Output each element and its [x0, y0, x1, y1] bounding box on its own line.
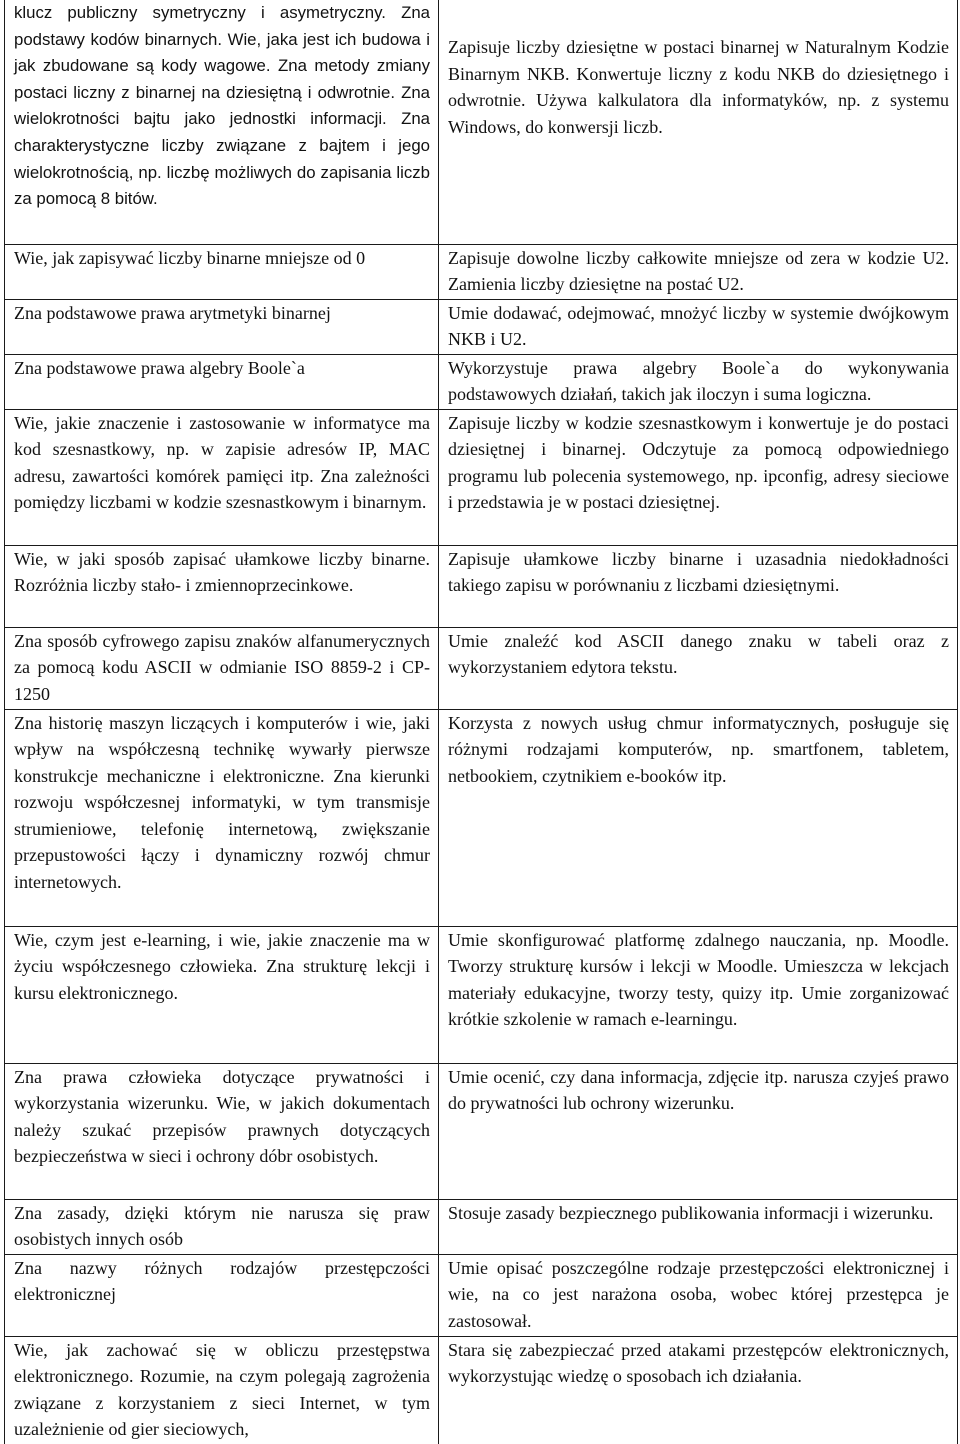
competency-table [4, 0, 958, 1444]
knowledge-cell [5, 354, 439, 409]
table-row [5, 1063, 958, 1199]
table-row [5, 709, 958, 926]
cell-text: Umie ocenić, czy dana informacja, zdjęcie itp. narusza czyjeś prawo do prywatności lub ochrony wizerunku. [448, 1066, 949, 1114]
table-row [5, 926, 958, 1063]
cell-text: Zapisuje liczby dziesiętne w postaci binarnej w Naturalnym Kodzie Binarnym NKB. Konwertuje liczny z kodu NKB do dziesiętnego i odwrotnie. Używa kalkulatora dla informatyków, np. z systemu Windows, do konwersji liczb. [448, 37, 949, 137]
cell-text: Zna historię maszyn liczących i komputerów i wie, jaki wpływ na współczesną technikę wywarły pierwsze konstrukcje mechaniczne i elektroniczne. Zna kierunki rozwoju współczesnej informatyki, w tym transmisje strumieniowe, telefonię internetową, zwiększanie przepustowości łączy i dynamiczny rozwój chmur internetowych. [14, 712, 430, 893]
cell-text: Umie znaleźć kod ASCII danego znaku w tabeli oraz z wykorzystaniem edytora tekstu. [448, 630, 949, 678]
cell-text: Zna nazwy różnych rodzajów przestępczości elektronicznej [14, 1257, 430, 1305]
cell-text: Zna podstawowe prawa algebry Boole`a [14, 357, 305, 378]
knowledge-cell [5, 926, 439, 1063]
skills-cell [439, 409, 958, 545]
table-row [5, 244, 958, 299]
skills-cell [439, 244, 958, 299]
table-row [5, 354, 958, 409]
knowledge-cell [5, 0, 439, 244]
skills-cell [439, 1199, 958, 1254]
cell-text: Zapisuje liczby w kodzie szesnastkowym i konwertuje je do postaci dziesiętnej i binarnej. Odczytuje za pomocą odpowiedniego programu lub polecenia systemowego, np. ipconfig, adresy sieciowe i przedstawia je w postaci dziesiętnej. [448, 412, 949, 513]
cell-text: Zna podstawowe prawa arytmetyki binarnej [14, 302, 331, 323]
knowledge-cell [5, 409, 439, 545]
table-row [5, 1336, 958, 1444]
cell-text: Zapisuje dowolne liczby całkowite mniejsze od zera w kodzie U2. Zamienia liczby dziesiętne na postać U2. [448, 247, 949, 295]
table-row [5, 1254, 958, 1336]
cell-text: Zna prawa człowieka dotyczące prywatności i wykorzystania wizerunku. Wie, w jakich dokumentach należy szukać przepisów prawnych dotyczących bezpieczeństwa w sieci i ochrony dóbr osobistych. [14, 1066, 430, 1167]
cell-text: Wie, jak zachować się w obliczu przestępstwa elektronicznego. Rozumie, na czym polegają zagrożenia związane z korzystaniem z sieci Internet, w tym uzależnienie od gier sieciowych, [14, 1339, 430, 1440]
cell-text: Zapisuje ułamkowe liczby binarne i uzasadnia niedokładności takiego zapisu w porównaniu z liczbami dziesiętnymi. [448, 548, 949, 596]
skills-cell [439, 926, 958, 1063]
table-row [5, 409, 958, 545]
knowledge-cell [5, 299, 439, 354]
cell-text: Wie, jakie znaczenie i zastosowanie w informatyce ma kod szesnastkowy, np. w zapisie adresów IP, MAC adresu, zawartości komórek pamięci itp. Zna zależności pomiędzy liczbami w kodzie szesnastkowym i binarnym. [14, 412, 430, 513]
skills-cell [439, 1336, 958, 1444]
knowledge-cell [5, 545, 439, 627]
cell-text: Umie dodawać, odejmować, mnożyć liczby w systemie dwójkowym NKB i U2. [448, 302, 949, 350]
knowledge-cell [5, 1199, 439, 1254]
cell-text: klucz publiczny symetryczny i asymetryczny. Zna podstawy kodów binarnych. Wie, jaka jest ich budowa i jak zbudowane są kody wagowe. Zna metody zmiany postaci liczny z binarnej na dziesiętną i odwrotnie. Zna wielokrotności bajtu jako jednostki informacji. Zna charakterystyczne liczby związane z bajtem i jego wielokrotnością, np. liczbę możliwych do zapisania liczb za pomocą 8 bitów. [14, 3, 430, 209]
table-row [5, 1199, 958, 1254]
cell-text: Zna sposób cyfrowego zapisu znaków alfanumerycznych za pomocą kodu ASCII w odmianie ISO 8859-2 i CP-1250 [14, 630, 430, 704]
table-row [5, 627, 958, 709]
skills-cell [439, 1063, 958, 1199]
cell-text: Zna zasady, dzięki którym nie narusza się praw osobistych innych osób [14, 1202, 430, 1250]
cell-text: Korzysta z nowych usług chmur informatycznych, posługuje się różnymi rodzajami komputerów, np. smartfonem, tabletem, netbookiem, czytnikiem e-booków itp. [448, 712, 949, 786]
cell-text: Umie opisać poszczególne rodzaje przestępczości elektronicznej i wie, na co jest narażona osoba, wobec której przestępca je zastosował. [448, 1257, 949, 1331]
knowledge-cell [5, 1254, 439, 1336]
skills-cell [439, 627, 958, 709]
knowledge-cell [5, 709, 439, 926]
cell-text: Wykorzystuje prawa algebry Boole`a do wykonywania podstawowych działań, takich jak iloczyn i suma logiczna. [448, 357, 949, 405]
cell-text: Stara się zabezpieczać przed atakami przestępców elektronicznych, wykorzystując wiedzę o sposobach ich działania. [448, 1339, 949, 1387]
cell-text: Wie, w jaki sposób zapisać ułamkowe liczby binarne. Rozróżnia liczby stało- i zmiennoprzecinkowe. [14, 548, 430, 596]
skills-cell [439, 709, 958, 926]
knowledge-cell [5, 244, 439, 299]
skills-cell [439, 1254, 958, 1336]
cell-text: Wie, jak zapisywać liczby binarne mniejsze od 0 [14, 247, 366, 268]
skills-cell [439, 0, 958, 244]
table-row [5, 0, 958, 244]
table-row [5, 545, 958, 627]
table-row [5, 299, 958, 354]
skills-cell [439, 299, 958, 354]
skills-cell [439, 354, 958, 409]
knowledge-cell [5, 1336, 439, 1444]
skills-cell [439, 545, 958, 627]
cell-text: Wie, czym jest e-learning, i wie, jakie znaczenie ma w życiu współczesnego człowieka. Zna strukturę lekcji i kursu elektronicznego. [14, 929, 430, 1003]
knowledge-cell [5, 1063, 439, 1199]
knowledge-cell [5, 627, 439, 709]
cell-text: Stosuje zasady bezpiecznego publikowania informacji i wizerunku. [448, 1202, 934, 1223]
cell-text: Umie skonfigurować platformę zdalnego nauczania, np. Moodle. Tworzy strukturę kursów i lekcji w Moodle. Umieszcza w lekcjach materiały edukacyjne, tworzy testy, quizy itp. Umie zorganizować krótkie szkolenie w ramach e-learningu. [448, 929, 949, 1030]
